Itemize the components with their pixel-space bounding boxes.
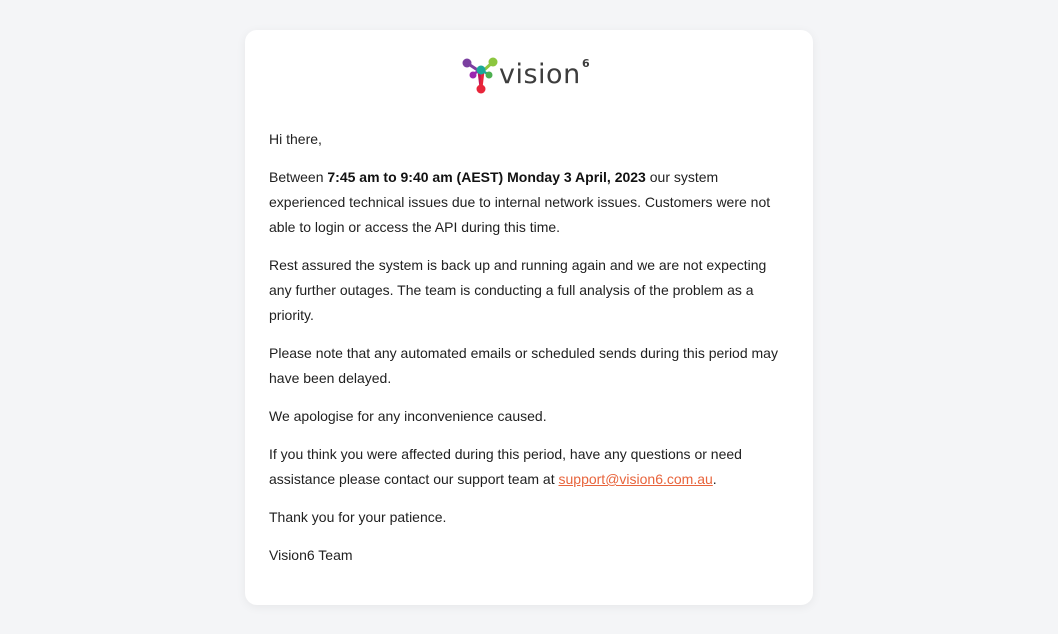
outage-description: our system experienced technical issues due to internal network issues. Customers were not able to login or access the API during this time. [269, 169, 771, 235]
logo-superscript: 6 [582, 57, 590, 70]
logo-wordmark: vision [499, 59, 581, 90]
signature: Vision6 Team [269, 547, 353, 563]
thanks-paragraph: Thank you for your patience. [269, 509, 447, 525]
email-card [245, 30, 813, 605]
outage-paragraph [269, 165, 789, 240]
contact-text: If you think you were affected during this period, have any questions or need assistance please contact our support team at [269, 446, 742, 487]
contact-paragraph [269, 442, 789, 492]
greeting: Hi there, [269, 131, 322, 147]
outage-intro: Between [269, 169, 328, 185]
outage-timeframe: 7:45 am to 9:40 am (AEST) Monday 3 April, 2023 [327, 169, 646, 185]
delay-paragraph: Please note that any automated emails or scheduled sends during this period may have been delayed. [269, 345, 778, 386]
vision6-logo [461, 56, 601, 96]
apology-paragraph: We apologise for any inconvenience caused. [269, 408, 547, 424]
vision6-logo-mark-icon [461, 56, 501, 96]
recovery-paragraph: Rest assured the system is back up and running again and we are not expecting any further outages. The team is conducting a full analysis of the problem as a priority. [269, 257, 767, 323]
contact-end: . [712, 471, 717, 487]
email-body [269, 127, 789, 581]
support-email-link[interactable]: support@vision6.com.au [558, 471, 713, 487]
